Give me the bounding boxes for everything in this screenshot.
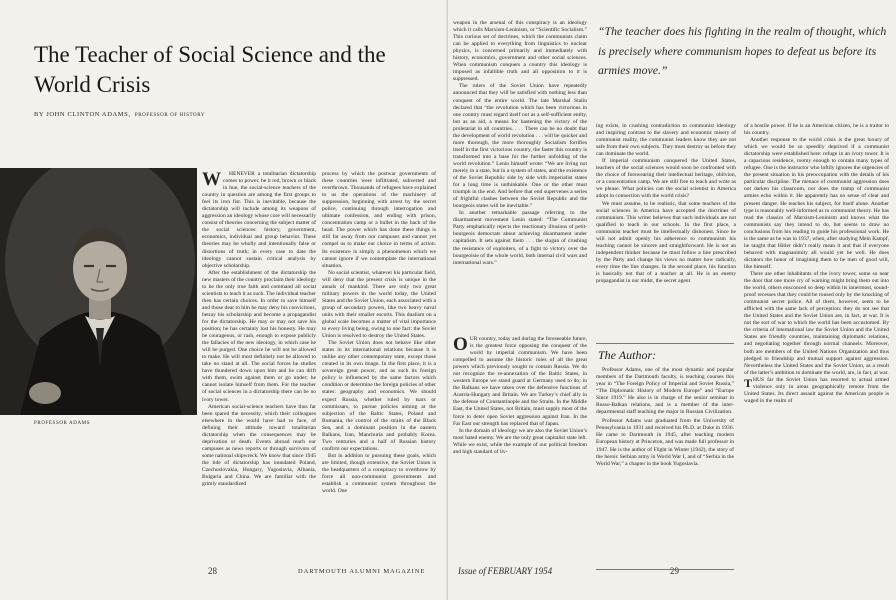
paragraph: In the domain of ideology we are also the Soviet Union’s most hated enemy. We are the only great capitalist state left. While we exist, while the example of our political freedom and high standard of liv-: [453, 427, 587, 455]
left-page-number: 28: [208, 566, 217, 576]
paragraph: There are other inhabitants of the ivory tower, some so near the door that one more cry of warning might bring them out into the world, others ensconced so deep within its innermost, sound-proof recesses that they could be roused only by the knocking of communist secret police. All of them, however, seem to be afflicted with the same lack of perception: they do not see that the United States and the Soviet Union are, in fact, at war. It is not the sort of war to which the world has been accustomed. By the criteria of international law the Soviet Union and the United States are friendly countries, maintaining diplomatic relations, and negotiating together through normal channels. Moreover, both are members of the United Nations Organization and thus pledged to friendship and mutual support against aggression. Nevertheless the United States and the Soviet Union, as a result of the latter’s ambition to dominate the world, are, in fact, at war.: [744, 270, 889, 376]
right-page-number: 29: [670, 566, 679, 576]
issue-month: FEBRUARY 1954: [487, 566, 553, 576]
paragraph: The rulers of the Soviet Union have repeatedly announced that they will be satisfied with nothing less than conquest of the entire world. The late Marshal Stalin declared that “the revolution which has been victorious in one country must regard itself not as a self-sufficient entity, but as an aid, a means for hastening the victory of the proletariat in all countries. . . . There can be no doubt that the development of world revolution . . . will be quicker and more thorough, the more thoroughly Socialism fortifies itself in the first victorious country, the faster this country is transformed into a base for the further unfolding of the world revolution.” Lenin himself wrote: “We are living not merely in a state, but in a system of states, and the existence of the Soviet Republic side by side with imperialist states for a long time is unthinkable. One or the other must triumph in the end. And before that end supervenes a series of frightful clashes between the Soviet Republic and the bourgeois states will be inevitable.”: [453, 83, 587, 210]
author-photo: [0, 168, 197, 415]
column-3-bottom: [453, 336, 587, 562]
byline-role: PROFESSOR OF HISTORY: [134, 113, 206, 118]
paragraph: THUS far the Soviet Union has resorted to actual armed violence only in areas geographically remote from the United States. Its direct assault against the American people is waged in the realm of: [744, 375, 889, 404]
author-sidebar: [596, 343, 734, 570]
issue-prefix: Issue of: [458, 566, 486, 576]
column-3-top: [453, 20, 587, 331]
byline-name: BY JOHN CLINTON ADAMS,: [34, 111, 131, 118]
paragraph: of a hostile power. If he is an American citizen, he is a traitor to his country.: [744, 123, 889, 137]
author-bio: [596, 367, 734, 468]
bio-paragraph: Professor Adams was graduated from the University of Pennsylvania in 1931 and received his Ph.D. at Duke in 1936. He came to Dartmouth in 1945, after teaching modern European history at Princeton, and was made full professor in 1947. He is the author of Flight in Winter (1942), the story of the heroic Serbian army in World War I, and of “Serbia in the World War,” a chapter in the book Yugoslavia.: [596, 418, 734, 467]
paragraph: Another response to the world crisis is the great luxury of which we would be so speedily deprived if a communist dictatorship were established here: refuge in an ivory tower. It is a capacious residence, roomy enough to contain many types of refugee. One is the instructor who loftily ignores the urgencies of the present situation in his preoccupation with the details of his particular discipline. The menace of communist aggression does not darken his classroom, nor does the tramp of communist armies echo within it. He apparently has no sense of clear and present danger. He teaches his subject, for itself alone. Another type is reasonably well-informed as to communist theory. He has read the classics of Marxism-Leninism and knows what the communists say they intend to do, but seems to draw no conclusions from his reading to guide his professional work. He is the same as he was in 1937, when, after studying Mein Kampf, he taught that Hitler didn’t really mean it and that if everyone behaved with magnanimity all would yet be well. He does dictators the honor of imagining them to be men of good will, like himself.: [744, 137, 889, 270]
paragraph: American social-science teachers have thus far been spared the necessity, which their colleagues elsewhere in the world have had to face, of defining their attitude toward totalitarian dictatorship when the consequences may be deprivation or death. Events abroad reach our campuses as news reports or through survivors of some national shipwreck. We know that since 1945 the tide of dictatorship has inundated Poland, Czechoslovakia, Hungary, Yugoslavia, Albania, Bulgaria and China. We are familiar with the grimly standardized: [202, 403, 316, 488]
paragraph: process by which the postwar governments of these countries were infiltrated, subverted and overthrown. Thousands of refugees have explained to us the operations of the machinery of suppression, beginning with arrest by the secret police, continuing through interrogation and ultimate confession, and ending with prison, concentration camp or a bullet in the back of the head. The power which has done these things is still far away from our campuses and cannot yet compel us to make our choice in terms of action. Its existence is simply a phenomenon which we cannot ignore if we contemplate the international situation.: [322, 171, 436, 269]
paragraph: ing exists, in crushing contradiction to communist ideology and inspiring contrast to the slavery and economic misery of communist reality, the communist leaders know they are not safe from their own subjects. They must destroy us before they can dominate the world.: [596, 123, 736, 158]
paragraph: OUR country, today and during the foreseeable future, is the greatest force opposing the conquest of the world by imperial communism. We have been compelled to assume the historic roles of all the great powers which previously sought to contain Russia. We do not recognize the re-annexation of the Baltic States, in western Europe we stand guard at Germany used to do; in the Balkans we have taken over the defensive functions of Austria-Hungary and Britain. We are Turkey’s chief ally in the defense of Constantinople and the Straits. In the Middle East, the United States, not Britain, must supply most of the force to deter open Soviet aggression against Iran. In the Far East our strength has replaced that of Japan.: [453, 336, 587, 427]
paragraph: W HENEVER a totalitarian dictatorship comes to power, be it red, brown or black in hue, the social-science teachers of the country in question are among the first groups to feel its iron fist. This is inevitable, because the dictatorship will include among its weapons of aggression an ideology whose core will necessarily consist of theories concerning the subject matter of the social sciences: history, government, economics, individual and group behavior. These theories may be wholly and intentionally false or distortions of truth; in every case to date the ideology cannot sustain critical analysis by objective scholarship.: [202, 171, 316, 269]
paragraph: No social scientist, whatever his particular field, will deny that the present crisis is unique in the annals of mankind. There are only two great military powers in the world today, the United States and the Soviet Union, each associated with a group of secondary powers, like two heavy naval units with their smaller escorts. This dualism on a global scale becomes a matter of vital importance to every living being, owing to one fact: the Soviet Union is resolved to destroy the United States.: [322, 269, 436, 340]
magazine-name: DARTMOUTH ALUMNI MAGAZINE: [298, 568, 426, 575]
column-2: [322, 171, 436, 561]
paragraph: The Soviet Union does not behave like other states in its international relations because it is unlike any other contemporary state, except those created in its own image. In the first place, it is a sovereign great power, and as such its foreign policy is influenced by the same factors which condition or determine the foreign policies of other states: geography and economics. We should expect Russia, whether ruled by tsars or commissars, to pursue policies aiming at the subjection of the Baltic States, Poland and Rumania, the control of the straits of the Black Sea, and a dominant position in the eastern Balkans, Iran, Manchuria and probably Korea. Two centuries and a half of Russian history confirm our expectations.: [322, 340, 436, 452]
issue-line: [458, 566, 552, 576]
drop-cap: T: [744, 375, 753, 390]
paragraph: If imperial communism conquered the United States, teachers of the social sciences would soon be confronted with the choice of forswearing their intellectual heritage, oblivion, or a concentration camp. We are still free to teach and write as we please. What policies can the social scientist in America adopt in connection with the world crisis?: [596, 158, 736, 200]
column-1: [202, 171, 316, 561]
portrait-illustration: [0, 168, 197, 415]
paragraph: But in addition to pursuing these goals, which are limited, though extensive, the Soviet Union is the headquarters of a conspiracy to overthrow by force all non-communist governments and establish a communist system throughout the world. One: [322, 452, 436, 495]
pull-quote: “The teacher does his fighting in the realm of thought, which is precisely where communism hopes to defeat us before its armies move.”: [598, 24, 887, 77]
paragraph: We must assume, to be realistic, that some teachers of the social sciences in America have accepted the doctrines of communism. This writer believes that such individuals are not qualified to teach in our schools. In the first place, a communist teacher must be intellectually dishonest. Since he will not admit openly his adherence to communism his teaching cannot be sincere and straightforward. He is not an independent thinker because he must follow a line prescribed by the Party and change his views no matter how radically, every time the line changes. In the second place, his function is basically not that of a teacher at all. He is an enemy propagandist in our midst, the secret agent: [596, 200, 736, 285]
paragraph: In another remarkable passage referring to the disarmament movement Lenin stated: “The Communist Party emphatically rejects the reactionary illusions of petit-bourgeois democrats about achieving disarmament under capitalism. It sets against them . . . the slogan of crushing the resistance of exploiters, of a fight to victory over the bourgeoisie of the whole world, both internal civil wars and international wars.”: [453, 210, 587, 266]
author-heading: The Author:: [598, 348, 657, 362]
article-title: The Teacher of Social Science and the World Crisis: [34, 42, 386, 97]
drop-cap: O: [453, 336, 468, 355]
paragraph: weapon in the arsenal of this conspiracy is an ideology which it calls Marxism-Leninism, or “Scientific Socialism.” This curious set of doctrines, which the communists claim can be applied to everything from linguistics to nuclear physics, is concerned primarily and immediately with history, economics, government and other social sciences. When communism conquers a country this ideology is imposed as infallible truth and all opposition to it is suppressed.: [453, 20, 587, 83]
drop-cap: W: [202, 171, 221, 190]
byline: [34, 111, 205, 118]
column-5: [744, 123, 889, 568]
paragraph: After the establishment of the dictatorship the new masters of the country proclaim their ideology to be the only true faith and command all social scientists to teach it as such. The individual teacher then has certain choices. In order to save himself and those dear to him he may deny his convictions, betray his scholarship and become a propagandist for the dictatorship. He may or may not save his position; he has certainly lost his honesty. He may be courageous, or rash, enough to expose publicly the fallacies of the new ideology, in which case he will be purged. One choice he will not be allowed to make. He will most definitely not be allowed to take no stand at all. The social forces he studies have thundered down upon him and he can drift with them, swim against them or go under; he cannot isolate himself from them. For the teacher of social sciences in a dictatorship there can be no ivory tower.: [202, 269, 316, 403]
photo-caption: PROFESSOR ADAMS: [34, 421, 91, 426]
bio-paragraph: Professor Adams, one of the most dynamic and popular members of the Dartmouth faculty, is teaching courses this year in “The Foreign Policy of Imperial and Soviet Russia,” “The Diplomatic History of Modern Europe” and “Europe Since 1919.” He also is in charge of the senior seminar in Russo-Balkan relations, and is a member of the inter-departmental staff teaching the major in Russian Civilization.: [596, 367, 734, 416]
